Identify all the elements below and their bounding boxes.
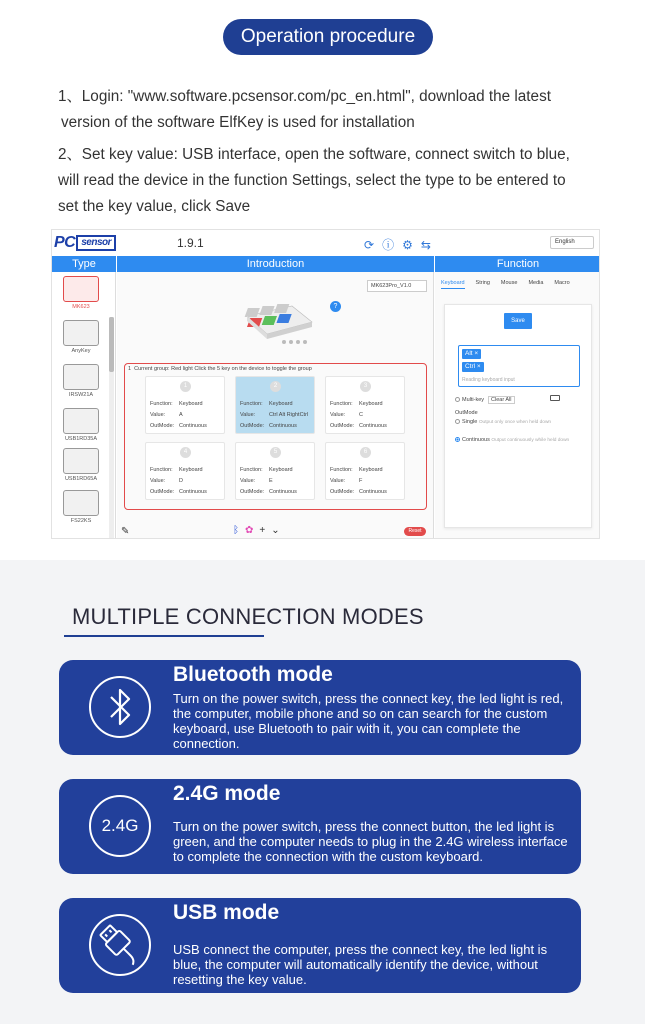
usb-cable-icon [89,914,151,976]
section-title: MULTIPLE CONNECTION MODES [72,604,424,629]
irsw21a-thumbnail [63,364,99,390]
single-option[interactable]: Single Output only once when held down [455,419,551,425]
2-4g-mode-title: 2.4G mode [173,782,281,805]
usb-mode-card [59,898,581,993]
swap-icon[interactable]: ⇆ [420,238,439,252]
refresh-icon[interactable]: ⟳ [364,238,383,252]
device-type-list [52,272,116,539]
type-item-usb1rd35a[interactable]: USB1RD35A [56,408,106,442]
help-icon[interactable]: ⓘ [382,238,403,252]
step-1-line-1: 1、Login: "www.software.pcsensor.com/pc_en.html", download the latest [58,88,551,105]
gear-icon[interactable]: ⚙ [402,238,421,252]
continuous-option[interactable]: Continuous Output continuously while held down [455,437,569,443]
intro-bottom-bar [117,524,434,539]
2-4g-mode-desc: Turn on the power switch, press the connect button, the led light is green, and the computer needs to plug in the 2.4G wireless interface to complete the connection with the custom keyboard. [173,819,568,864]
function-tabs [441,280,581,286]
keyboard-settings-panel [444,304,592,528]
key-group [124,363,427,510]
step-1-line-2: version of the software ElfKey is used for installation [61,114,415,131]
tab-media[interactable]: Media [528,280,544,286]
step-2: 2、Set key value: USB interface, open the software, connect switch to blue, will read the device in the function Settings, select the type to be entered to set the key value, click Save [58,146,570,215]
tab-mouse[interactable]: Mouse [500,280,518,286]
usb1rd65a-thumbnail [63,448,99,474]
type-item-mk623[interactable]: MK623 [56,276,106,310]
type-item-irsw21a[interactable]: IRSW21A [56,364,106,398]
key-card-1[interactable]: 1 Function: Keyboard Value: A OutMode: Continuous [145,376,225,434]
key-input-placeholder: Reading keyboard input [462,377,515,383]
ctrl-tag[interactable]: Ctrl × [462,362,484,372]
operation-procedure-pill: Operation procedure [223,19,433,55]
usb1rd35a-thumbnail [63,408,99,434]
introduction-header: Introduction [117,256,434,272]
section-title-underline [64,635,264,637]
function-header: Function [435,256,600,272]
app-toolbar-icons [364,236,439,253]
multikey-row: Multi-key Clear All [455,395,560,404]
usb-mode-desc: USB connect the computer, press the connect key, the led light is blue, the computer will automatically identify the device, without resetting the key value. [173,942,548,987]
2-4g-mode-card [59,779,581,874]
elfkey-app-screenshot [51,229,600,539]
chevron-down-icon[interactable]: ⌄ [271,525,286,536]
bluetooth-icon[interactable]: ᛒ [233,525,245,536]
group-title: 1 Current group: Red light Click the 5 key on the device to toggle the group [128,366,312,372]
bluetooth-mode-desc: Turn on the power switch, press the connect key, the led light is red, the computer, mobile phone and so on can search for the custom keyboard, use Bluetooth to pair with it, you can complete the connection. [173,691,564,751]
type-item-anykey[interactable]: AnyKey [56,320,106,354]
clear-all-button[interactable]: Clear All [488,396,514,404]
keyboard-illustration [237,294,317,349]
type-header: Type [52,256,116,272]
2-4g-icon: 2.4G [89,795,151,857]
tab-keyboard[interactable]: Keyboard [441,280,465,289]
reset-button[interactable]: Reset [404,527,426,536]
mk623-thumbnail [63,276,99,302]
bluetooth-mode-card [59,660,581,755]
anykey-thumbnail [63,320,99,346]
usb-mode-title: USB mode [173,901,280,924]
bluetooth-mode-title: Bluetooth mode [173,663,333,686]
save-button[interactable]: Save [504,313,532,329]
tab-string[interactable]: String [475,280,490,286]
key-card-6[interactable]: 6 Function: Keyboard Value: F OutMode: Continuous [325,442,405,500]
outmode-title: OutMode [455,410,478,416]
pcsensor-logo: PC sensor [54,234,116,252]
bluetooth-icon [89,676,151,738]
steps-text [58,84,588,226]
step-1 [58,84,588,136]
tab-macro[interactable]: Macro [554,280,570,286]
introduction-panel [117,272,434,539]
alt-tag[interactable]: Alt × [462,349,481,359]
type-item-usb1rd65a[interactable]: USB1RD65A [56,448,106,482]
function-panel [435,272,600,539]
color-wheel-icon[interactable]: ✿ [245,525,260,536]
plus-icon[interactable]: + [259,525,272,536]
continuous-radio[interactable] [455,437,460,442]
language-select[interactable]: English [550,236,594,249]
single-radio[interactable] [455,419,460,424]
key-input-field[interactable] [458,345,580,387]
key-card-3[interactable]: 3 Function: Keyboard Value: C OutMode: Continuous [325,376,405,434]
fs22ks-thumbnail [63,490,99,516]
app-version: 1.9.1 [177,236,204,250]
edit-icon[interactable]: ✎ [121,526,130,537]
connection-icons [233,525,286,536]
help-badge[interactable]: ? [330,301,341,312]
device-version-select[interactable]: MK623Pro_V1.0 [367,280,427,292]
key-card-5[interactable]: 5 Function: Keyboard Value: E OutMode: Continuous [235,442,315,500]
keyboard-icon[interactable] [550,395,560,401]
type-item-fs22ks[interactable]: FS22KS [56,490,106,524]
key-card-2[interactable]: 2 Function: Keyboard Value: Ctrl Alt RightCtrl OutMode: Continuous [235,376,315,434]
type-list-scrollbar[interactable] [109,317,114,539]
multikey-checkbox[interactable] [455,397,460,402]
key-card-4[interactable]: 4 Function: Keyboard Value: D OutMode: Continuous [145,442,225,500]
app-titlebar [52,230,600,256]
